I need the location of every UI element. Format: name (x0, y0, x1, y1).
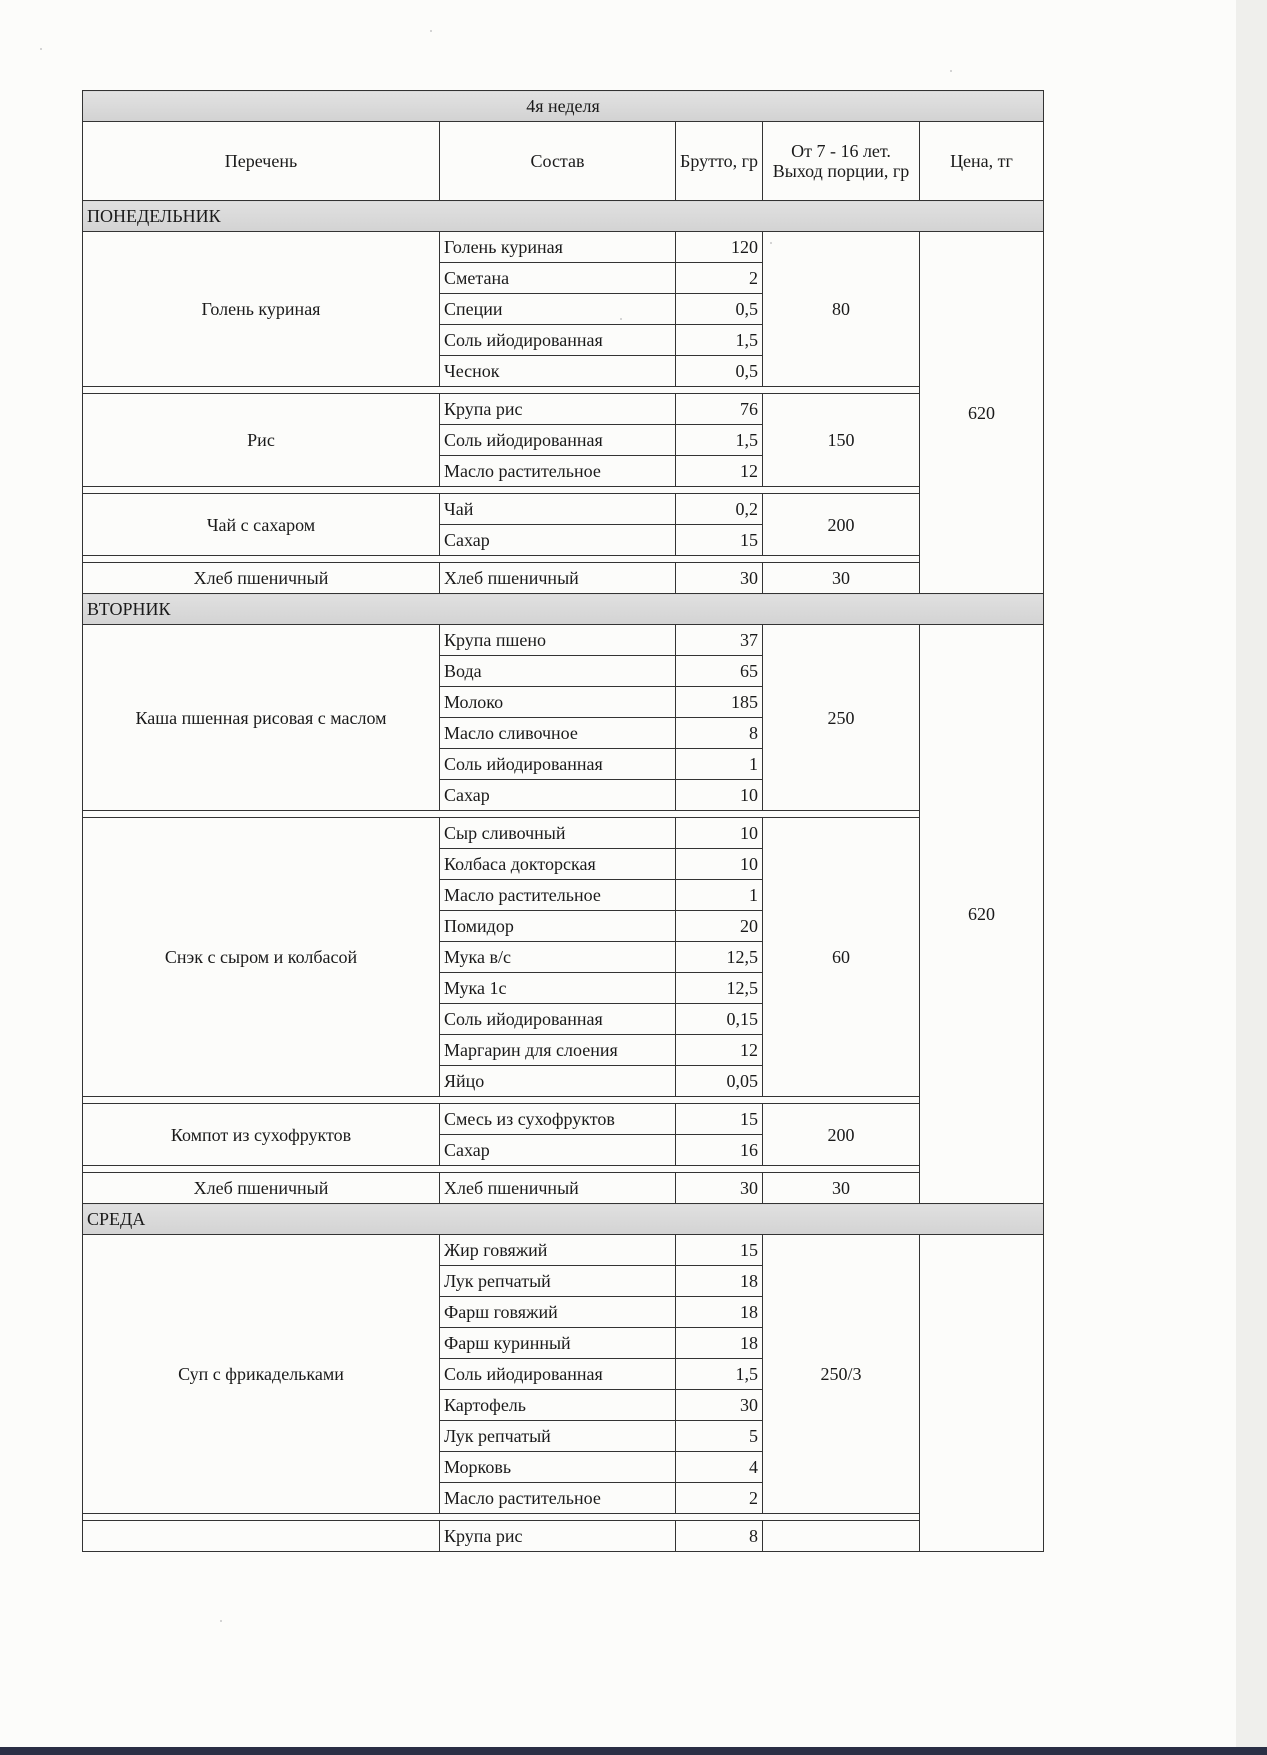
ingredient-name: Масло сливочное (440, 718, 676, 749)
ingredient-gross: 30 (676, 563, 763, 594)
ingredient-name: Молоко (440, 687, 676, 718)
table-row (83, 1235, 1044, 1266)
portion-size (763, 1521, 920, 1552)
week-title-row (83, 91, 1044, 122)
ingredient-name: Мука в/с (440, 942, 676, 973)
ingredient-gross: 2 (676, 263, 763, 294)
ingredient-gross: 10 (676, 780, 763, 811)
ingredient-gross: 185 (676, 687, 763, 718)
ingredient-name: Масло растительное (440, 880, 676, 911)
scan-bottom-edge (0, 1747, 1267, 1755)
dish-name: Рис (83, 394, 440, 487)
portion-size: 250 (763, 625, 920, 811)
ingredient-name: Сметана (440, 263, 676, 294)
ingredient-gross: 15 (676, 525, 763, 556)
table-row (83, 232, 1044, 263)
dish-separator (83, 556, 1044, 563)
ingredient-name: Сахар (440, 1135, 676, 1166)
ingredient-name: Крупа пшено (440, 625, 676, 656)
ingredient-gross: 0,5 (676, 294, 763, 325)
table-row (83, 563, 1044, 594)
dish-separator (83, 1514, 1044, 1521)
ingredient-name: Соль ийодированная (440, 1004, 676, 1035)
day-name: ВТОРНИК (83, 594, 1044, 625)
separator-cell (83, 1166, 920, 1173)
ingredient-gross: 10 (676, 818, 763, 849)
ingredient-name: Колбаса докторская (440, 849, 676, 880)
portion-size: 30 (763, 1173, 920, 1204)
scan-edge (1236, 0, 1267, 1755)
day-price (920, 1235, 1044, 1552)
ingredient-gross: 2 (676, 1483, 763, 1514)
dish-name: Компот из сухофруктов (83, 1104, 440, 1166)
table-row (83, 1521, 1044, 1552)
ingredient-name: Сахар (440, 525, 676, 556)
dish-name: Голень куриная (83, 232, 440, 387)
portion-size: 80 (763, 232, 920, 387)
ingredient-gross: 15 (676, 1104, 763, 1135)
ingredient-gross: 18 (676, 1297, 763, 1328)
ingredient-name: Фарш говяжий (440, 1297, 676, 1328)
ingredient-gross: 12,5 (676, 973, 763, 1004)
separator-cell (83, 1097, 920, 1104)
dish-name (83, 1521, 440, 1552)
table-row (83, 1173, 1044, 1204)
ingredient-name: Лук репчатый (440, 1266, 676, 1297)
ingredient-name: Сахар (440, 780, 676, 811)
dish-name: Хлеб пшеничный (83, 563, 440, 594)
ingredient-gross: 12 (676, 1035, 763, 1066)
header-row (83, 122, 1044, 201)
separator-cell (83, 811, 920, 818)
table-row (83, 818, 1044, 849)
ingredient-gross: 5 (676, 1421, 763, 1452)
ingredient-name: Специи (440, 294, 676, 325)
header-composition: Состав (440, 122, 676, 201)
day-name: СРЕДА (83, 1204, 1044, 1235)
day-row (83, 1204, 1044, 1235)
ingredient-name: Мука 1с (440, 973, 676, 1004)
header-price: Цена, тг (920, 122, 1044, 201)
table-row (83, 494, 1044, 525)
ingredient-name: Лук репчатый (440, 1421, 676, 1452)
dish-name: Хлеб пшеничный (83, 1173, 440, 1204)
ingredient-gross: 0,5 (676, 356, 763, 387)
ingredient-gross: 30 (676, 1173, 763, 1204)
ingredient-name: Фарш куринный (440, 1328, 676, 1359)
ingredient-gross: 15 (676, 1235, 763, 1266)
ingredient-name: Вода (440, 656, 676, 687)
ingredient-gross: 8 (676, 1521, 763, 1552)
ingredient-name: Смесь из сухофруктов (440, 1104, 676, 1135)
day-price: 620 (920, 625, 1044, 1204)
ingredient-gross: 16 (676, 1135, 763, 1166)
portion-size: 250/3 (763, 1235, 920, 1514)
dish-separator (83, 811, 1044, 818)
day-price: 620 (920, 232, 1044, 594)
ingredient-gross: 120 (676, 232, 763, 263)
dish-name: Снэк с сыром и колбасой (83, 818, 440, 1097)
header-gross: Брутто, гр (676, 122, 763, 201)
ingredient-name: Чай (440, 494, 676, 525)
ingredient-gross: 0,2 (676, 494, 763, 525)
ingredient-gross: 18 (676, 1328, 763, 1359)
ingredient-gross: 1 (676, 749, 763, 780)
ingredient-name: Масло растительное (440, 456, 676, 487)
dish-name: Суп с фрикадельками (83, 1235, 440, 1514)
dish-name: Чай с сахаром (83, 494, 440, 556)
ingredient-gross: 0,05 (676, 1066, 763, 1097)
dish-separator (83, 487, 1044, 494)
ingredient-name: Хлеб пшеничный (440, 1173, 676, 1204)
ingredient-name: Крупа рис (440, 394, 676, 425)
menu-table (82, 90, 1044, 1552)
ingredient-gross: 0,15 (676, 1004, 763, 1035)
table-row (83, 625, 1044, 656)
day-row (83, 201, 1044, 232)
ingredient-name: Морковь (440, 1452, 676, 1483)
ingredient-gross: 30 (676, 1390, 763, 1421)
ingredient-name: Маргарин для слоения (440, 1035, 676, 1066)
dish-separator (83, 1166, 1044, 1173)
table-row (83, 1104, 1044, 1135)
day-name: ПОНЕДЕЛЬНИК (83, 201, 1044, 232)
separator-cell (83, 387, 920, 394)
day-row (83, 594, 1044, 625)
ingredient-gross: 1,5 (676, 325, 763, 356)
dish-name: Каша пшенная рисовая с маслом (83, 625, 440, 811)
table-row (83, 394, 1044, 425)
portion-size: 200 (763, 494, 920, 556)
ingredient-gross: 20 (676, 911, 763, 942)
ingredient-name: Голень куриная (440, 232, 676, 263)
ingredient-gross: 1,5 (676, 425, 763, 456)
header-list: Перечень (83, 122, 440, 201)
ingredient-name: Соль ийодированная (440, 749, 676, 780)
separator-cell (83, 556, 920, 563)
separator-cell (83, 1514, 920, 1521)
ingredient-gross: 8 (676, 718, 763, 749)
ingredient-gross: 76 (676, 394, 763, 425)
ingredient-gross: 18 (676, 1266, 763, 1297)
ingredient-name: Картофель (440, 1390, 676, 1421)
ingredient-gross: 1 (676, 880, 763, 911)
week-title: 4я неделя (83, 91, 1044, 122)
ingredient-name: Помидор (440, 911, 676, 942)
ingredient-name: Масло растительное (440, 1483, 676, 1514)
dish-separator (83, 387, 1044, 394)
separator-cell (83, 487, 920, 494)
portion-size: 60 (763, 818, 920, 1097)
header-portion: От 7 - 16 лет. Выход порции, гр (763, 122, 920, 201)
ingredient-gross: 12 (676, 456, 763, 487)
ingredient-gross: 1,5 (676, 1359, 763, 1390)
ingredient-name: Крупа рис (440, 1521, 676, 1552)
ingredient-gross: 37 (676, 625, 763, 656)
ingredient-gross: 65 (676, 656, 763, 687)
ingredient-gross: 4 (676, 1452, 763, 1483)
portion-size: 150 (763, 394, 920, 487)
ingredient-gross: 10 (676, 849, 763, 880)
ingredient-name: Соль ийодированная (440, 1359, 676, 1390)
ingredient-name: Чеснок (440, 356, 676, 387)
ingredient-name: Соль ийодированная (440, 425, 676, 456)
ingredient-name: Яйцо (440, 1066, 676, 1097)
dish-separator (83, 1097, 1044, 1104)
ingredient-name: Жир говяжий (440, 1235, 676, 1266)
ingredient-gross: 12,5 (676, 942, 763, 973)
portion-size: 200 (763, 1104, 920, 1166)
ingredient-name: Соль ийодированная (440, 325, 676, 356)
ingredient-name: Сыр сливочный (440, 818, 676, 849)
portion-size: 30 (763, 563, 920, 594)
ingredient-name: Хлеб пшеничный (440, 563, 676, 594)
